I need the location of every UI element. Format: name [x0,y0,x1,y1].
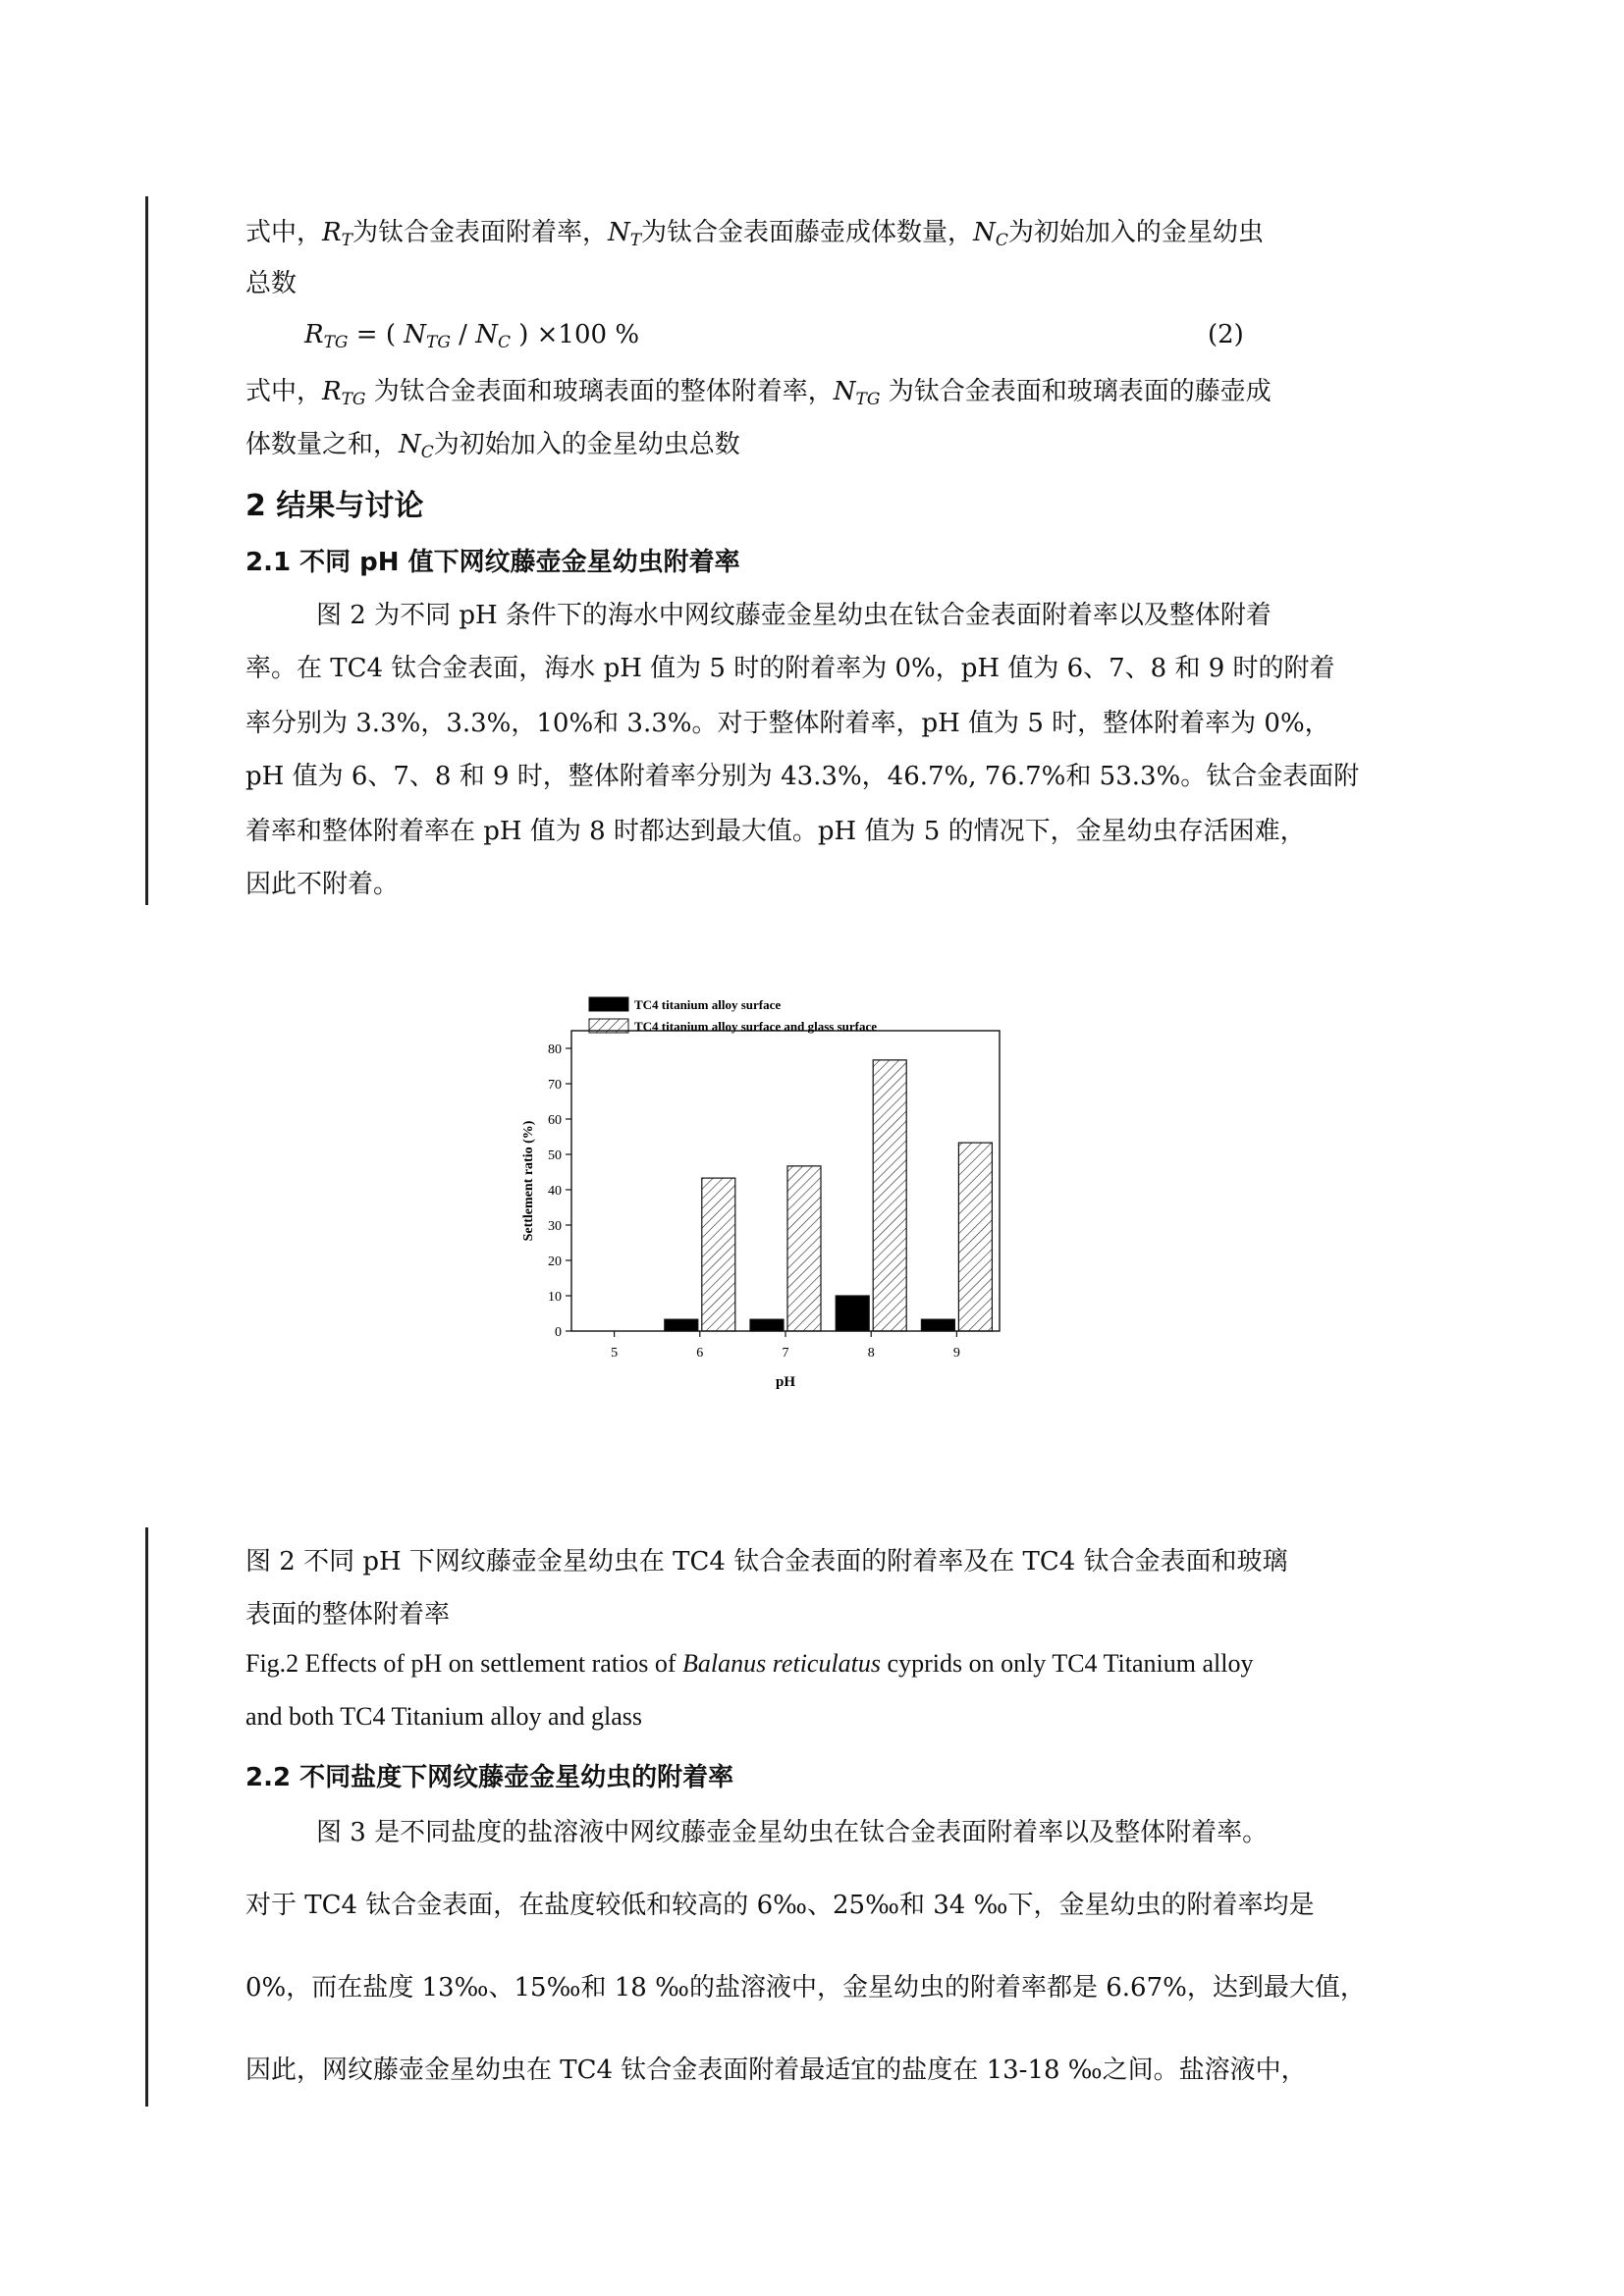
bar-titanium-ph7 [750,1319,784,1331]
formula: $R_{TG}$ = ( $N_{TG} / N_C$ ) ×100 % [304,320,640,352]
legend-swatch [589,997,628,1011]
text-line: 着率和整体附着率在 pH 值为 8 时都达到最大值。pH 值为 5 的情况下，金星幼虫存活困难， [245,817,1306,846]
text-line: 因此，网纹藤壶金星幼虫在 TC4 钛合金表面附着最适宜的盐度在 13-18 ‰之间。盐溶液中， [245,2056,1307,2085]
plot-frame [571,1031,1000,1331]
text-line: 图 2 为不同 pH 条件下的海水中网纹藤壶金星幼虫在钛合金表面附着率以及整体附着 [316,601,1272,630]
legend-label: TC4 titanium alloy surface and glass surface [634,1019,877,1034]
bar-titanium-glass-ph6 [702,1178,735,1331]
formula-number: (2) [1208,320,1244,349]
y-tick-label: 20 [548,1255,562,1269]
caption-en: Fig.2 Effects of pH on settlement ratios of Balanus reticulatus cyprids on only TC4 Titanium alloy [245,1649,1254,1678]
bar-titanium-ph6 [665,1319,698,1331]
y-tick-label: 70 [548,1078,562,1093]
y-tick-label: 60 [548,1113,562,1128]
x-tick-label: 6 [696,1346,704,1361]
x-tick-label: 9 [952,1346,960,1361]
text-line: 图 3 是不同盐度的盐溶液中网纹藤壶金星幼虫在钛合金表面附着率以及整体附着率。 [316,1818,1269,1847]
bar-titanium-glass-ph8 [873,1060,906,1331]
x-tick-label: 7 [782,1346,789,1361]
x-tick-label: 5 [611,1346,619,1361]
x-tick-label: 8 [867,1346,875,1361]
legend-label: TC4 titanium alloy surface [634,997,782,1012]
y-tick-label: 50 [548,1148,562,1163]
bar-titanium-ph9 [921,1319,954,1331]
caption-cn: 图 2 不同 pH 下网纹藤壶金星幼虫在 TC4 钛合金表面的附着率及在 TC4 钛合金表面和玻璃 [245,1547,1288,1576]
text-line: 0%，而在盐度 13‰、15‰和 18 ‰的盐溶液中，金星幼虫的附着率都是 6.67%，达到最大值， [245,1973,1366,2002]
y-tick-label: 30 [548,1219,562,1234]
y-tick-label: 40 [548,1184,562,1199]
subsection-heading: 2.1 不同 pH 值下网纹藤壶金星幼虫附着率 [245,548,740,577]
text-line: 率。在 TC4 钛合金表面，海水 pH 值为 5 时的附着率为 0%，pH 值为 6、7、8 和 9 时的附着 [245,654,1335,683]
text-line: pH 值为 6、7、8 和 9 时，整体附着率分别为 43.3%，46.7%, 76.7%和 53.3%。钛合金表面附 [245,762,1360,791]
bar-titanium-glass-ph9 [958,1143,992,1331]
change-bar [145,1527,148,2107]
caption-cn: 表面的整体附着率 [245,1600,451,1629]
y-tick-label: 10 [548,1290,562,1305]
text-line: 式中，$R_{TG}$ 为钛合金表面和玻璃表面的整体附着率，$N_{TG}$ 为钛合金表面和玻璃表面的藤壶成 [245,377,1272,409]
settlement-bar-chart [511,991,1041,1414]
y-axis-label: Settlement ratio (%) [521,1120,536,1242]
subsection-heading: 2.2 不同盐度下网纹藤壶金星幼虫的附着率 [245,1763,734,1792]
text-line: 因此不附着。 [245,870,400,899]
x-axis-label: pH [775,1374,796,1390]
text-line: 式中，$R_T$为钛合金表面附着率，$N_T$为钛合金表面藤壶成体数量，$N_C$为初始加入的金星幼虫 [245,218,1264,250]
section-heading: 2 结果与讨论 [245,489,424,523]
bar-titanium-ph8 [836,1296,869,1331]
text-line: 对于 TC4 钛合金表面，在盐度较低和较高的 6‰、25‰和 34 ‰下，金星幼虫的附着率均是 [245,1891,1315,1920]
text-line: 率分别为 3.3%，3.3%，10%和 3.3%。对于整体附着率，pH 值为 5 时，整体附着率为 0%， [245,709,1330,738]
y-tick-label: 80 [548,1042,562,1057]
legend-swatch [589,1019,628,1033]
text-line: 体数量之和，$N_C$为初始加入的金星幼虫总数 [245,430,740,462]
text-line: 总数 [245,269,298,298]
y-tick-label: 0 [555,1325,562,1340]
bar-titanium-glass-ph7 [787,1166,821,1331]
change-bar [145,196,148,905]
caption-en: and both TC4 Titanium alloy and glass [245,1702,642,1731]
